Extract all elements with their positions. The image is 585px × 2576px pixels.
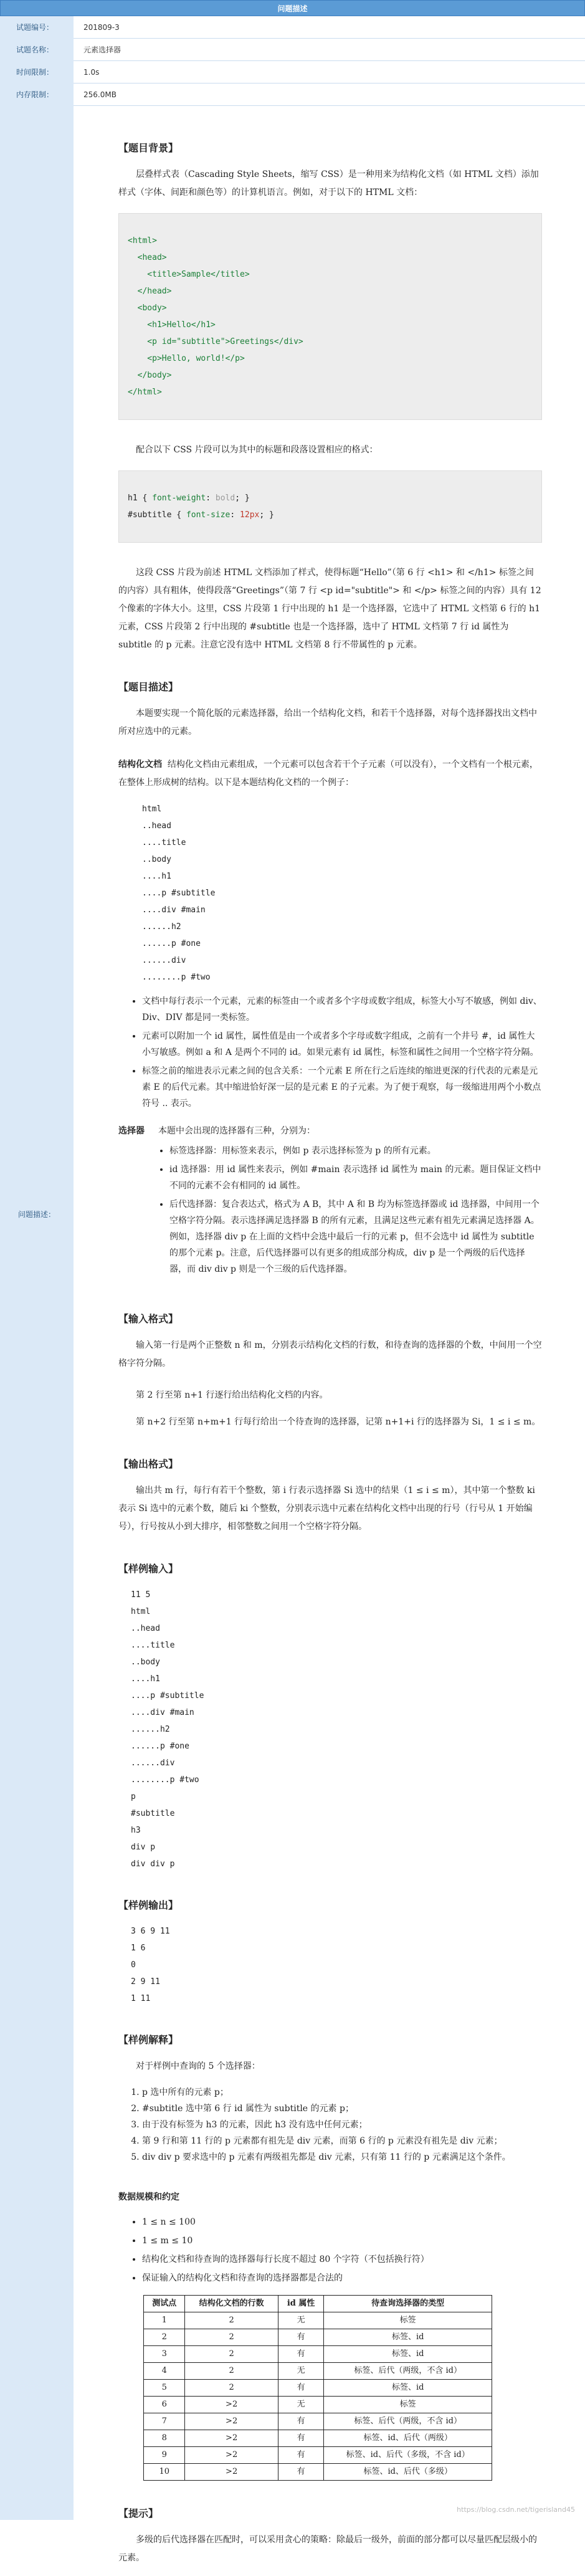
table-row	[144, 2413, 492, 2430]
tree-line: ......p #one	[142, 939, 201, 948]
code-line: <h1>Hello</h1>	[128, 320, 216, 330]
sample-line: 11 5	[131, 1590, 151, 1600]
table-cell: 3	[144, 2346, 185, 2363]
explanation-list	[118, 2084, 542, 2165]
table-cell: 标签、id、后代（多级，不含 id）	[324, 2447, 492, 2464]
table-row	[144, 2430, 492, 2447]
table-cell: 标签、后代（两级，不含 id）	[324, 2363, 492, 2380]
code-line: <head>	[128, 253, 167, 262]
list-item: • 后代选择器：复合表达式，格式为 A B，其中 A 和 B 均为标签选择器或 id 选择器，中间用一个空格字符分隔。表示选择满足选择器 B 的所有元素，且满足这些元素有祖先元素满足选择器 A。例如，选择器 div p 在上面的文档中会选中最后一行的元素 p，但不会选中 id 属性为 subtitle 的那个元素 p。注意，后代选择器可以有更多的组成部分构成，div p 是一个两级的后代选择器，而 div div p 则是一个三级的后代选择器。	[169, 1196, 542, 1277]
meta-value: 256.0MB	[83, 90, 117, 99]
list-item: • 1 ≤ n ≤ 100	[142, 2214, 542, 2230]
paragraph	[118, 756, 542, 792]
sample-line: ..body	[131, 1658, 160, 1667]
table-cell: 无	[278, 2312, 324, 2329]
code-line: </html>	[128, 388, 162, 397]
table-cell: 9	[144, 2447, 185, 2464]
meta-row-time	[0, 61, 585, 83]
table-cell: 2	[185, 2329, 278, 2346]
tree-line: ....p #subtitle	[142, 889, 216, 898]
sample-line: div div p	[131, 1859, 175, 1869]
table-cell: 1	[144, 2312, 185, 2329]
paragraph: 多级的后代选择器在匹配时，可以采用贪心的策略：除最后一级外，前面的部分都可以尽量匹配层级小的元素。	[118, 2535, 537, 2563]
tree-line: html	[142, 804, 162, 814]
css-value: 12px	[240, 510, 260, 520]
table-cell: 5	[144, 2380, 185, 2397]
table-row	[144, 2329, 492, 2346]
tree-line: ..body	[142, 855, 171, 864]
section-heading-description: 【题目描述】	[118, 681, 179, 693]
sample-line: ......div	[131, 1758, 175, 1768]
table-row	[144, 2397, 492, 2413]
table-cell: >2	[185, 2397, 278, 2413]
table-cell: 2	[185, 2346, 278, 2363]
meta-key: 试题名称：	[0, 39, 74, 61]
test-case-table	[143, 2295, 492, 2481]
css-line: h1 { font-weight: bold; }	[128, 494, 250, 503]
table-cell: 7	[144, 2413, 185, 2430]
tree-line: ......h2	[142, 922, 181, 932]
section-heading-input: 【输入格式】	[118, 1313, 179, 1325]
css-property: font-size	[186, 510, 231, 520]
meta-value: 201809-3	[83, 23, 120, 32]
code-line: </head>	[128, 287, 172, 296]
paragraph: 输出共 m 行，每行有若干个整数，第 i 行表示选择器 Si 选中的结果（1 ≤ i ≤ m），其中第一个整数 ki 表示 Si 选中的元素个数，随后 ki 个整数，分别表示选中元素在结构化文档中出现的行号（行号从 1 开始编号），行号按从小到大排序，相邻整数之间用一个空格字符分隔。	[118, 1486, 535, 1532]
table-cell: 标签、id	[324, 2329, 492, 2346]
table-cell: 有	[278, 2413, 324, 2430]
table-cell: 2	[185, 2312, 278, 2329]
sample-line: ....div #main	[131, 1708, 194, 1717]
sample-line: ..head	[131, 1624, 160, 1633]
paragraph: 输入第一行是两个正整数 n 和 m，分别表示结构化文档的行数，和待查询的选择器的个数，中间用一个空格字符分隔。	[118, 1340, 542, 1368]
constraints-list	[118, 2214, 542, 2286]
paragraph: 本题要实现一个简化版的元素选择器，给出一个结构化文档，和若干个选择器，对每个选择器找出文档中所对应选中的元素。	[118, 708, 537, 737]
code-line: <body>	[128, 303, 167, 313]
selector-list	[158, 1143, 542, 1277]
css-selector: #subtitle	[128, 510, 172, 520]
tree-line: ....title	[142, 838, 186, 847]
table-cell: 标签	[324, 2397, 492, 2413]
table-cell: 有	[278, 2430, 324, 2447]
sample-line: ......p #one	[131, 1742, 189, 1751]
table-row	[144, 2464, 492, 2481]
table-row	[144, 2380, 492, 2397]
list-item: 1. p 选中所有的元素 p；	[142, 2084, 542, 2101]
table-cell: 无	[278, 2363, 324, 2380]
selector-intro: 本题中会出现的选择器有三种，分别为：	[158, 1126, 315, 1136]
list-item: • 1 ≤ m ≤ 10	[142, 2233, 542, 2249]
doc-text: 结构化文档由元素组成，一个元素可以包含若干个子元素（可以没有），一个文档有一个根元素，在整体上形成树的结构。以下是本题结构化文档的一个例子：	[118, 760, 538, 788]
section-heading-constraints: 数据规模和约定	[118, 2192, 179, 2202]
meta-row-memory	[0, 83, 585, 106]
sample-line: p	[131, 1792, 136, 1801]
sample-line: 0	[131, 1960, 136, 1970]
paragraph: 第 n+2 行至第 n+m+1 行每行给出一个待查询的选择器，记第 n+1+i 行的选择器为 Si，1 ≤ i ≤ m。	[136, 1417, 541, 1427]
document-tree	[142, 801, 542, 986]
column-header: 结构化文档的行数	[185, 2296, 278, 2312]
watermark: https://blog.csdn.net/tigerisland45	[457, 2506, 575, 2514]
column-header: id 属性	[278, 2296, 324, 2312]
table-row	[144, 2363, 492, 2380]
sample-line: h3	[131, 1826, 141, 1835]
sample-line: div p	[131, 1843, 156, 1852]
list-item: • 结构化文档和待查询的选择器每行长度不超过 80 个字符（不包括换行符）	[142, 2251, 542, 2268]
table-cell: 2	[185, 2363, 278, 2380]
sample-line: ....p #subtitle	[131, 1691, 204, 1701]
table-cell: 8	[144, 2430, 185, 2447]
meta-key: 试题编号：	[0, 16, 74, 39]
list-item: • id 选择器：用 id 属性来表示，例如 #main 表示选择 id 属性为 main 的元素。题目保证文档中不同的元素不会有相同的 id 属性。	[169, 1162, 542, 1194]
sample-input-block	[131, 1586, 542, 1872]
code-line: <title>Sample</title>	[128, 270, 250, 279]
list-item: 2. #subtitle 选中第 6 行 id 属性为 subtitle 的元素 p；	[142, 2101, 542, 2117]
table-header-row	[144, 2296, 492, 2312]
tree-line: ....div #main	[142, 905, 206, 915]
table-cell: 无	[278, 2397, 324, 2413]
table-cell: 2	[185, 2380, 278, 2397]
html-code-block	[118, 213, 542, 420]
code-line: <p id="subtitle">Greetings</div>	[128, 337, 303, 346]
rules-list	[118, 993, 542, 1112]
sample-line: 3 6 9 11	[131, 1927, 170, 1936]
header-title: 问题描述	[0, 0, 585, 16]
paragraph: 对于样例中查询的 5 个选择器：	[136, 2061, 260, 2071]
meta-row-id	[0, 16, 585, 39]
tree-line: ........p #two	[142, 973, 211, 982]
meta-value: 元素选择器	[83, 45, 121, 54]
table-cell: >2	[185, 2464, 278, 2481]
table-cell: 标签、id	[324, 2380, 492, 2397]
css-line: #subtitle { font-size: 12px; }	[128, 510, 274, 520]
meta-key: 内存限制：	[0, 83, 74, 106]
sample-output-block	[131, 1923, 542, 2007]
sample-line: ......h2	[131, 1725, 170, 1734]
selector-body	[158, 1123, 542, 1286]
css-selector: h1	[128, 494, 138, 503]
sample-line: ....title	[131, 1641, 175, 1650]
table-cell: >2	[185, 2413, 278, 2430]
table-cell: 标签	[324, 2312, 492, 2329]
section-heading-hint: 【提示】	[118, 2507, 159, 2519]
section-heading-sample-output: 【样例输出】	[118, 1899, 179, 1911]
code-line: <html>	[128, 236, 157, 246]
table-cell: 有	[278, 2380, 324, 2397]
table-row	[144, 2447, 492, 2464]
table-cell: 6	[144, 2397, 185, 2413]
selector-heading: 选择器	[118, 1126, 145, 1136]
css-property: font-weight	[152, 494, 206, 503]
tree-line: ......div	[142, 956, 186, 965]
tree-line: ..head	[142, 821, 171, 831]
list-item: • 元素可以附加一个 id 属性，属性值是由一个或者多个字母或数字组成，之前有一个井号 #，id 属性大小写敏感。例如 a 和 A 是两个不同的 id。如果元素有 id 属性，标签和属性之间用一个空格字符分隔。	[142, 1028, 542, 1061]
code-line: <p>Hello, world!</p>	[128, 354, 245, 363]
section-heading-explanation: 【样例解释】	[118, 2034, 179, 2046]
table-row	[144, 2346, 492, 2363]
table-cell: 标签、id、后代（两级）	[324, 2430, 492, 2447]
table-cell: 标签、id、后代（多级）	[324, 2464, 492, 2481]
section-heading-output: 【输出格式】	[118, 1458, 179, 1470]
sample-line: 1 6	[131, 1944, 146, 1953]
table-cell: >2	[185, 2430, 278, 2447]
description-label-column	[0, 106, 74, 2520]
list-item: • 标签之前的缩进表示元素之间的包含关系：一个元素 E 所在行之后连续的缩进更深的行代表的元素是元素 E 的后代元素。其中缩进恰好深一层的是元素 E 的子元素。为了便于观察，每一级缩进用两个小数点符号 .. 表示。	[142, 1063, 542, 1112]
table-cell: 标签、id	[324, 2346, 492, 2363]
table-cell: 有	[278, 2329, 324, 2346]
list-item: 5. div div p 要求选中的 p 元素有两级祖先都是 div 元素，只有第 11 行的 p 元素满足这个条件。	[142, 2149, 542, 2165]
list-item: • 文档中每行表示一个元素，元素的标签由一个或者多个字母或数字组成，标签大小写不敏感，例如 div、Div、DIV 都是同一类标签。	[142, 993, 542, 1026]
sample-line: #subtitle	[131, 1809, 175, 1818]
meta-key: 时间限制：	[0, 61, 74, 83]
list-item: • 标签选择器：用标签来表示，例如 p 表示选择标签为 p 的所有元素。	[169, 1143, 542, 1159]
sample-line: html	[131, 1607, 151, 1616]
list-item: • 保证输入的结构化文档和待查询的选择器都是合法的	[142, 2270, 542, 2286]
table-cell: 有	[278, 2447, 324, 2464]
css-value: bold	[215, 494, 235, 503]
table-row	[144, 2312, 492, 2329]
code-line: </body>	[128, 371, 172, 380]
table-cell: 10	[144, 2464, 185, 2481]
paragraph: 层叠样式表（Cascading Style Sheets，缩写 CSS）是一种用来为结构化文档（如 HTML 文档）添加样式（字体、间距和颜色等）的计算机语言。例如，对于以下的 HTML 文档：	[118, 169, 539, 198]
table-cell: 2	[144, 2329, 185, 2346]
list-item: 4. 第 9 行和第 11 行的 p 元素都有祖先是 div 元素，而第 6 行的 p 元素没有祖先是 div 元素；	[142, 2133, 542, 2149]
table-cell: 有	[278, 2464, 324, 2481]
sample-line: ....h1	[131, 1674, 160, 1684]
css-code-block	[118, 470, 542, 543]
paragraph: 这段 CSS 片段为前述 HTML 文档添加了样式，使得标题“Hello”（第 6 行 <h1> 和 </h1> 标签之间的内容）具有粗体，使得段落“Greetings”（第 7 行 <p id="subtitle"> 和 </p> 标签之间的内容）具有 12 个像素的字体大小。这里，CSS 片段第 1 行中出现的 h1 是一个选择器，它选中了 HTML 文档第 6 行的 h1 元素，CSS 片段第 2 行中出现的 #subtitle 也是一个选择器，选中了 HTML 文档第 7 行 id 属性为 subtitle 的 p 元素。注意它没有选中 HTML 文档第 8 行不带属性的 p 元素。	[118, 568, 541, 650]
doc-label: 结构化文档	[118, 760, 162, 770]
column-header: 测试点	[144, 2296, 185, 2312]
problem-content	[118, 106, 542, 2576]
paragraph: 配合以下 CSS 片段可以为其中的标题和段落设置相应的格式：	[136, 445, 378, 455]
table-cell: 有	[278, 2346, 324, 2363]
table-cell: 标签、后代（两级，不含 id）	[324, 2413, 492, 2430]
meta-value: 1.0s	[83, 68, 100, 77]
sample-line: 2 9 11	[131, 1977, 160, 1987]
section-heading-sample-input: 【样例输入】	[118, 1563, 179, 1575]
meta-row-name	[0, 39, 585, 61]
section-heading-background: 【题目背景】	[118, 142, 179, 154]
paragraph: 第 2 行至第 n+1 行逐行给出结构化文档的内容。	[136, 1390, 328, 1400]
list-item: 3. 由于没有标签为 h3 的元素，因此 h3 没有选中任何元素；	[142, 2117, 542, 2133]
tree-line: ....h1	[142, 872, 171, 881]
table-cell: >2	[185, 2447, 278, 2464]
description-label: 问题描述：	[17, 1210, 55, 1219]
table-cell: 4	[144, 2363, 185, 2380]
sample-line: ........p #two	[131, 1775, 199, 1785]
selector-block	[118, 1123, 542, 1286]
sample-line: 1 11	[131, 1994, 151, 2003]
column-header: 待查询选择器的类型	[324, 2296, 492, 2312]
